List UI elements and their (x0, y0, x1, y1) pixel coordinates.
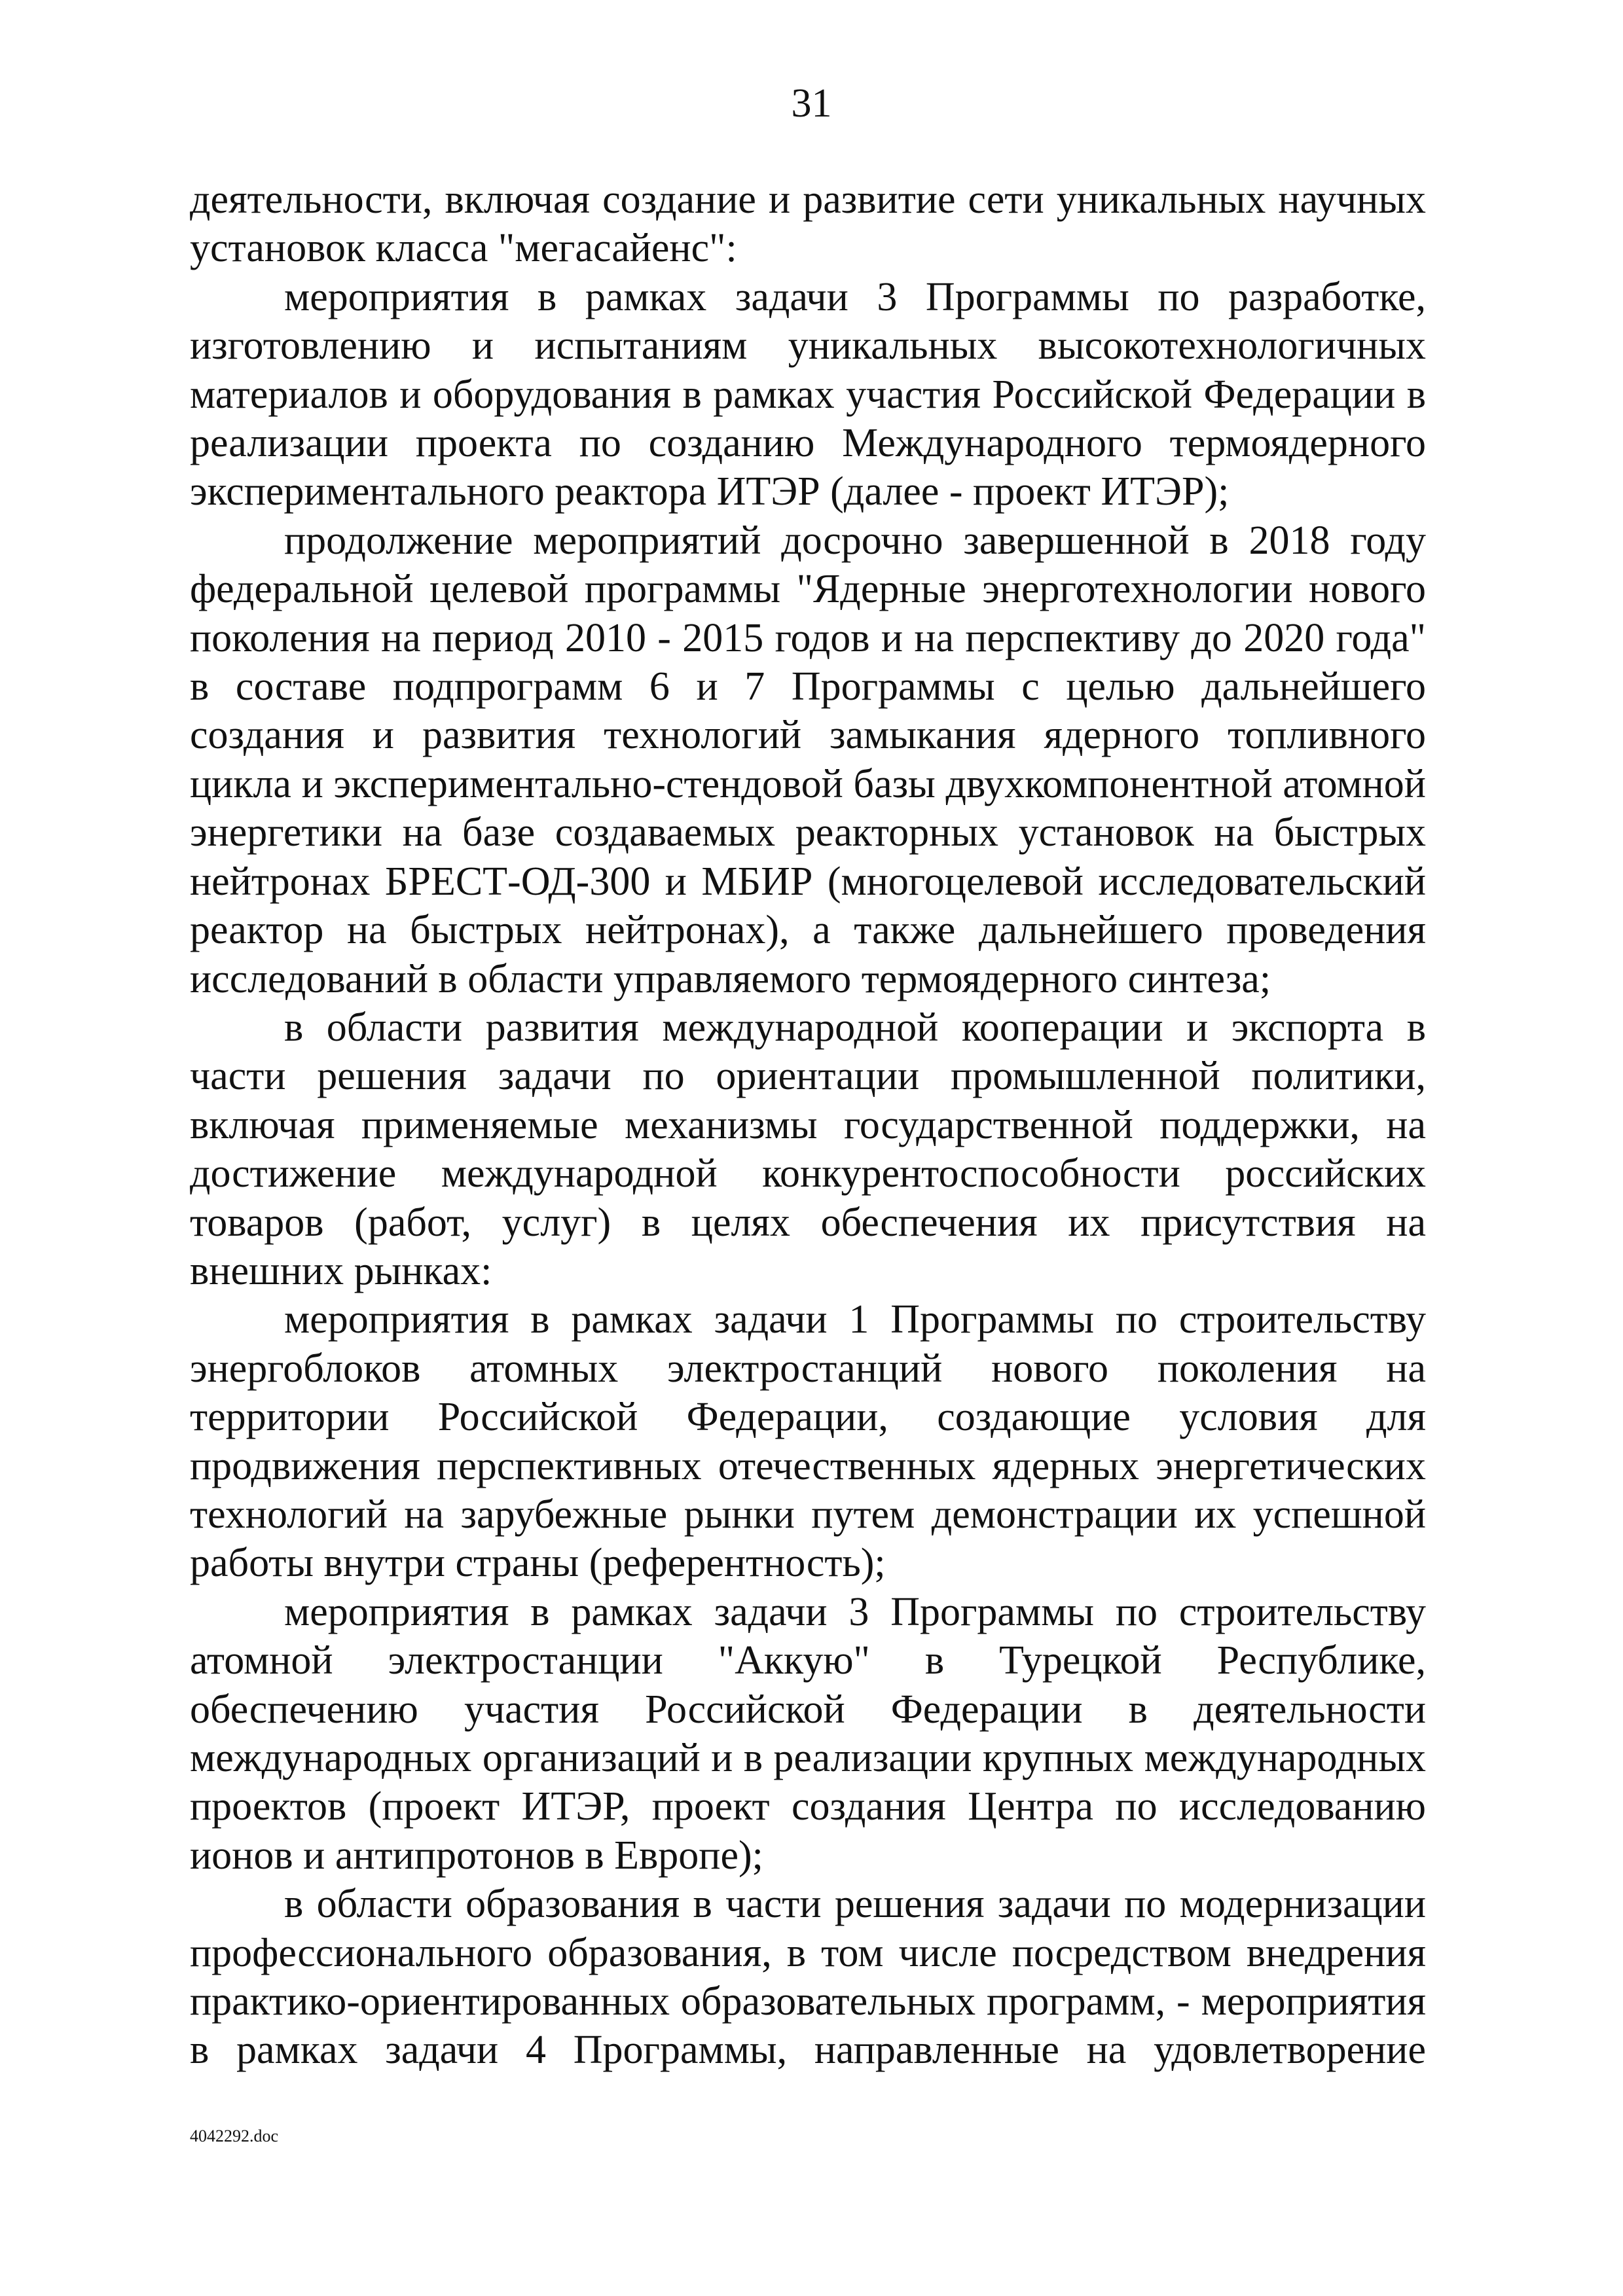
paragraph-2: мероприятия в рамках задачи 3 Программы по разработке, изготовлению и испытаниям уникальных высокотехнологичных материалов и оборудования в рамках участия Российской Федерации в реализации проекта по созданию Международного термоядерного экспериментального реактора ИТЭР (далее - проект ИТЭР); (190, 274, 1426, 514)
paragraph-1: деятельности, включая создание и развитие сети уникальных научных установок класса "мегасайенс": (190, 177, 1426, 271)
paragraph-4: в области развития международной кооперации и экспорта в части решения задачи по ориентации промышленной политики, включая применяемые механизмы государственной поддержки, на достижение международной конкурентоспособности российских товаров (работ, услуг) в целях обеспечения их присутствия на внешних рынках: (190, 1005, 1426, 1293)
footer-file-name: 4042292.doc (190, 2126, 279, 2145)
paragraph-6: мероприятия в рамках задачи 3 Программы по строительству атомной электростанции "Аккую" в Турецкой Республике, обеспечению участия Российской Федерации в деятельности международных организаций и в реализации крупных международных проектов (проект ИТЭР, проект создания Центра по исследованию ионов и антипротонов в Европе); (190, 1589, 1426, 1878)
page-number: 31 (791, 81, 832, 126)
paragraph-5: мероприятия в рамках задачи 1 Программы по строительству энергоблоков атомных электростанций нового поколения на территории Российской Федерации, создающие условия для продвижения перспективных отечественных ядерных энергетических технологий на зарубежные рынки путем демонстрации их успешной работы внутри страны (референтность); (190, 1297, 1426, 1586)
paragraph-3: продолжение мероприятий досрочно завершенной в 2018 году федеральной целевой программы "Ядерные энерготехнологии нового поколения на период 2010 - 2015 годов и на перспективу до 2020 года" в составе подпрограмм 6 и 7 Программы с целью дальнейшего создания и развития технологий замыкания ядерного топливного цикла и экспериментально-стендовой базы двухкомпонентной атомной энергетики на базе создаваемых реакторных установок на быстрых нейтронах БРЕСТ-ОД-300 и МБИР (многоцелевой исследовательский реактор на быстрых нейтронах), а также дальнейшего проведения исследований в области управляемого термоядерного синтеза; (190, 518, 1426, 1001)
paragraph-7: в области образования в части решения задачи по модернизации профессионального образования, в том числе посредством внедрения практико-ориентированных образовательных программ, - мероприятия в рамках задачи 4 Программы, направленные на удовлетворение (190, 1882, 1426, 2073)
document-body (190, 175, 1426, 2075)
